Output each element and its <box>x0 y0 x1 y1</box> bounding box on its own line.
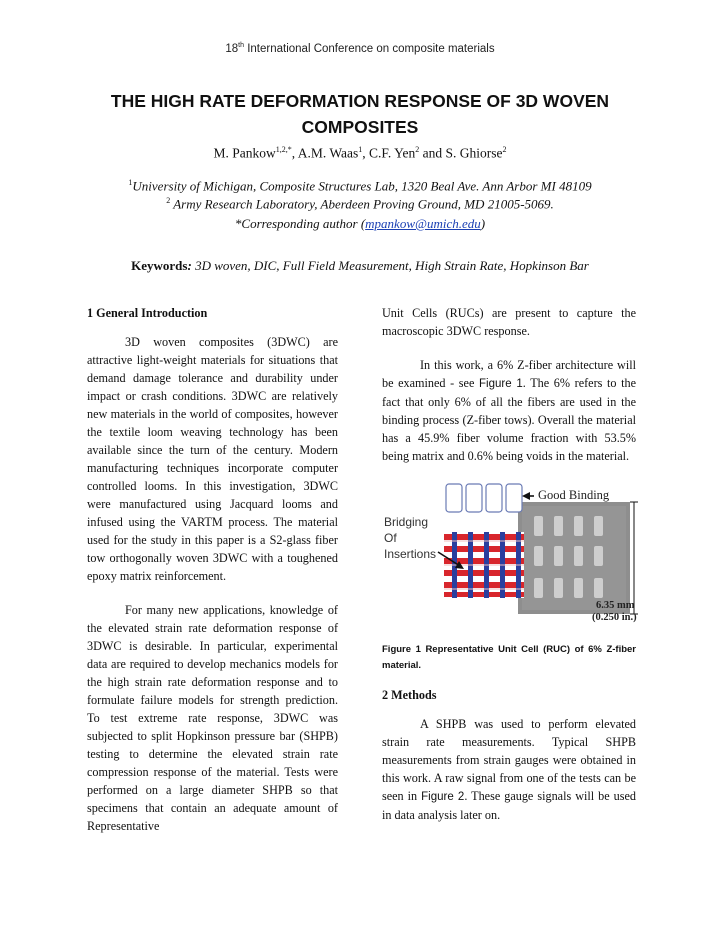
figure-reference[interactable]: Figure 2 <box>421 791 465 803</box>
paragraph-text: A SHPB was used to perform elevated strain rate measurements. Typical SHPB measurements from strain gauges were obtained in this work. A raw signal from one of the tests can be seen in <box>382 717 636 803</box>
conference-number-sup: th <box>238 42 245 49</box>
conference-number: 18 <box>225 42 239 55</box>
paragraph-text: In this work, a 6% Z-fiber architecture will be examined - see <box>382 358 636 390</box>
author: , A.M. Waas <box>291 145 359 161</box>
corresponding-email-link[interactable]: mpankow@umich.edu <box>365 216 481 231</box>
affiliation-2 <box>0 196 720 212</box>
author: and S. Ghiorse <box>419 145 503 161</box>
author: M. Pankow <box>213 145 276 161</box>
figure-1-caption: Figure 1 Representative Unit Cell (RUC) of 6% Z-fiber material. <box>382 644 636 671</box>
dimension-in: (0.250 in.) <box>592 612 637 623</box>
author-affil-sup: 1 <box>358 145 363 154</box>
right-column-upper <box>382 304 636 465</box>
label-bridging: Bridging <box>384 515 429 529</box>
left-column <box>87 304 338 835</box>
keywords-text: 3D woven, DIC, Full Field Measurement, High Strain Rate, Hopkinson Bar <box>191 258 589 273</box>
author-list <box>0 145 720 162</box>
conference-header <box>0 42 720 55</box>
corresponding-prefix: *Corresponding author ( <box>234 216 366 231</box>
paragraph <box>382 356 636 465</box>
section-heading-intro: 1 General Introduction <box>87 306 208 320</box>
author-affil-sup: 2 <box>502 145 507 154</box>
figure-1 <box>382 480 638 630</box>
affiliation-sup: 2 <box>166 196 171 205</box>
keywords-label: Keywords <box>131 258 188 273</box>
author: , C.F. Yen <box>362 145 416 161</box>
corresponding-suffix: ) <box>480 216 486 231</box>
dimension-mm: 6.35 mm <box>596 600 635 611</box>
paragraph-text: . These gauge signals will be used in data analysis later on. <box>382 789 637 822</box>
label-insertions: Insertions <box>384 547 437 561</box>
conference-name: International Conference on composite materials <box>244 42 495 55</box>
author-affil-sup: 2 <box>415 145 420 154</box>
author-affil-sup: 1,2,* <box>275 145 292 154</box>
paragraph: Unit Cells (RUCs) are present to capture the macroscopic 3DWC response. <box>382 306 636 338</box>
section-heading-methods: 2 Methods <box>382 688 437 702</box>
paragraph <box>382 715 636 824</box>
paragraph: For many new applications, knowledge of the elevated strain rate deformation response of 3DWC is desirable. In particular, experimental data are required to develop mechanics models for the high strain rate deformation response and to formulate failure models for strength prediction. To test extreme rate response, 3DWC was subjected to split Hopkinson pressure bar (SHPB) testing to determine the elevated strain rate compression response of the material. Tests were performed on a large diameter SHPB so that specimens that contain an adequate amount of Representative <box>87 603 338 833</box>
right-column-lower <box>382 686 636 824</box>
paragraph: 3D woven composites (3DWC) are attractive light-weight materials for situations that demand damage tolerance and durability under impact or crash conditions. 3DWC are relatively new materials in the world of composites, however the textile loom weaving technology has been available since the turn of the century. Modern manufacturing techniques incorporate computer controlled looms. In this investigation, 3DWC were manufactured using Jacquard looms and infused using the VARTM process. The material used for the study in this paper is a S2-glass fiber tow orthogonally woven 3DWC with a toughened epoxy matrix reinforcement. <box>87 335 338 583</box>
keywords-line <box>0 258 720 274</box>
figure-1-image <box>382 480 638 630</box>
keywords-colon: : <box>187 258 192 273</box>
affiliation-1 <box>0 178 720 194</box>
figure-reference[interactable]: Figure 1 <box>479 378 523 390</box>
affiliation-text: Army Research Laboratory, Aberdeen Proving Ground, MD 21005-5069. <box>170 196 554 212</box>
affiliation-text: University of Michigan, Composite Structures Lab, 1320 Beal Ave. Ann Arbor MI 48109 <box>132 178 592 194</box>
affiliation-sup: 1 <box>128 178 133 187</box>
unit-cell-model <box>444 532 524 598</box>
label-good-binding: Good Binding <box>538 488 610 502</box>
label-of: Of <box>384 531 397 545</box>
binding-boxes <box>446 484 522 512</box>
corresponding-author <box>0 216 720 232</box>
paragraph-text: . The 6% refers to the fact that only 6% of all the fibers are used in the binding process (Z-fiber tows). Overall the material has a 45.9% fiber volume fraction with 53.5% being matrix and 0.6% being voids in the material. <box>382 376 637 463</box>
paper-title: THE HIGH RATE DEFORMATION RESPONSE OF 3D WOVEN COMPOSITES <box>110 91 610 137</box>
